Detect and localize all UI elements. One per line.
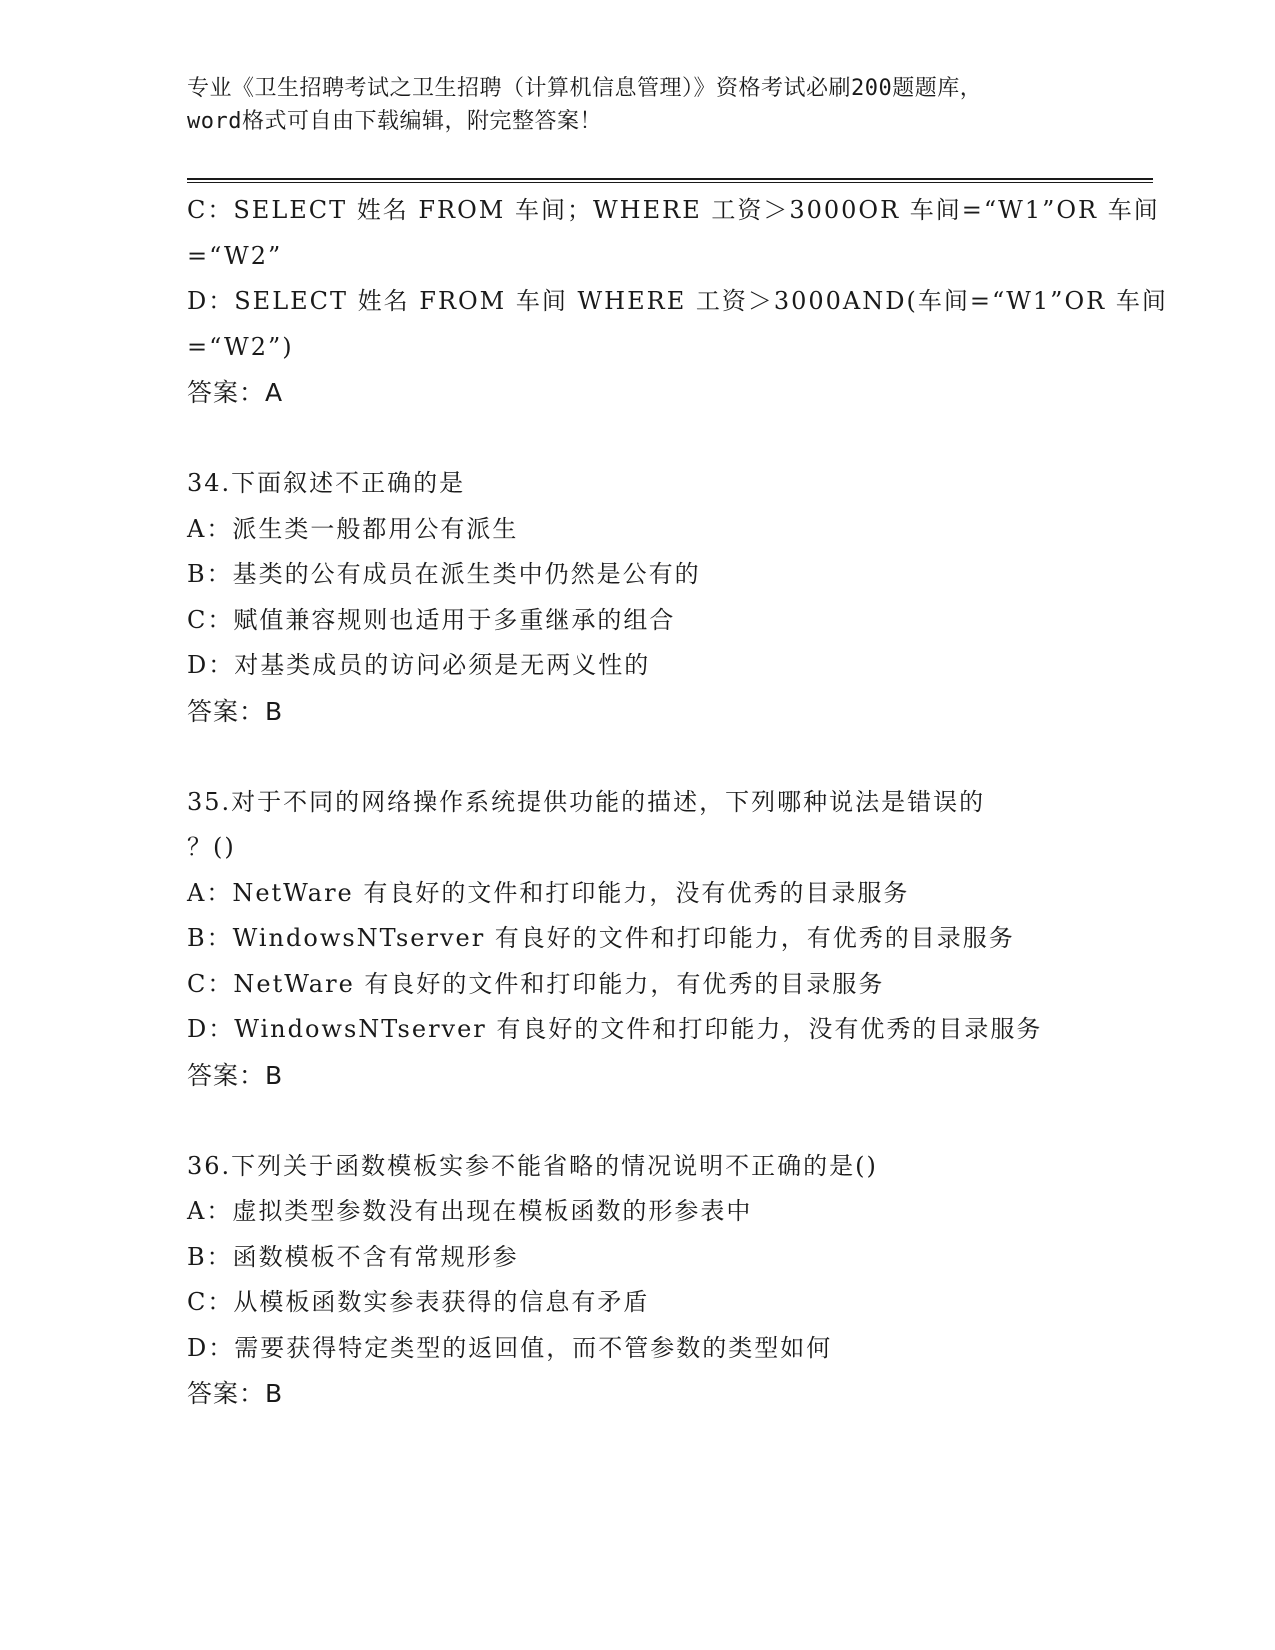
answer-36: 答案：B — [187, 1379, 284, 1408]
question-35-option-a: A：NetWare 有良好的文件和打印能力，没有优秀的目录服务 — [187, 878, 910, 907]
question-35-stem-line-2: ？() — [187, 833, 236, 861]
answer-34: 答案：B — [187, 696, 284, 726]
question-35-option-b: B：WindowsNTserver 有良好的文件和打印能力，有优秀的目录服务 — [187, 924, 1015, 952]
question-36 — [187, 1144, 1087, 1417]
header-title-line-2: word格式可自由下载编辑，附完整答案！ — [187, 109, 602, 134]
document-body — [187, 188, 1168, 1417]
question-36-option-b: B：函数模板不含有常规形参 — [187, 1242, 519, 1271]
option-d-line-2: =“W2”) — [187, 332, 294, 361]
option-c-line-1: C：SELECT 姓名 FROM 车间；WHERE 工资＞3000OR 车间=“W1”OR 车间 — [187, 196, 1160, 224]
option-d-line-1: D：SELECT 姓名 FROM 车间 WHERE 工资＞3000AND(车间=“W1”OR 车间 — [187, 287, 1168, 315]
question-34-option-d: D：对基类成员的访问必须是无两义性的 — [187, 651, 651, 679]
spacer — [187, 1098, 1087, 1144]
question-34-option-c: C：赋值兼容规则也适用于多重继承的组合 — [187, 605, 676, 634]
spacer — [187, 734, 1087, 780]
question-34-option-b: B：基类的公有成员在派生类中仍然是公有的 — [187, 560, 701, 588]
question-36-option-d: D：需要获得特定类型的返回值，而不管参数的类型如何 — [187, 1333, 833, 1362]
question-35-stem-line-1: 35.对于不同的网络操作系统提供功能的描述，下列哪种说法是错误的 — [187, 787, 986, 816]
question-36-option-c: C：从模板函数实参表获得的信息有矛盾 — [187, 1288, 650, 1316]
question-35 — [187, 780, 1087, 1099]
question-35-option-d: D：WindowsNTserver 有良好的文件和打印能力，没有优秀的目录服务 — [187, 1015, 1043, 1043]
header-title-line-1: 专业《卫生招聘考试之卫生招聘（计算机信息管理）》资格考试必刷200题题库， — [187, 76, 983, 101]
question-36-option-a: A：虚拟类型参数没有出现在模板函数的形参表中 — [187, 1197, 753, 1225]
answer-33: 答案：A — [187, 378, 284, 407]
answer-35: 答案：B — [187, 1060, 284, 1090]
question-34-option-a: A：派生类一般都用公有派生 — [187, 514, 519, 543]
header-divider — [187, 178, 1153, 183]
question-34-stem: 34.下面叙述不正确的是 — [187, 469, 466, 497]
spacer — [187, 416, 1087, 462]
question-36-stem: 36.下列关于函数模板实参不能省略的情况说明不正确的是() — [187, 1151, 878, 1180]
document-header — [187, 72, 1087, 138]
question-33-continuation — [187, 188, 1168, 416]
question-34 — [187, 461, 1087, 734]
option-c-line-2: =“W2” — [187, 241, 283, 270]
question-35-option-c: C：NetWare 有良好的文件和打印能力，有优秀的目录服务 — [187, 969, 885, 998]
